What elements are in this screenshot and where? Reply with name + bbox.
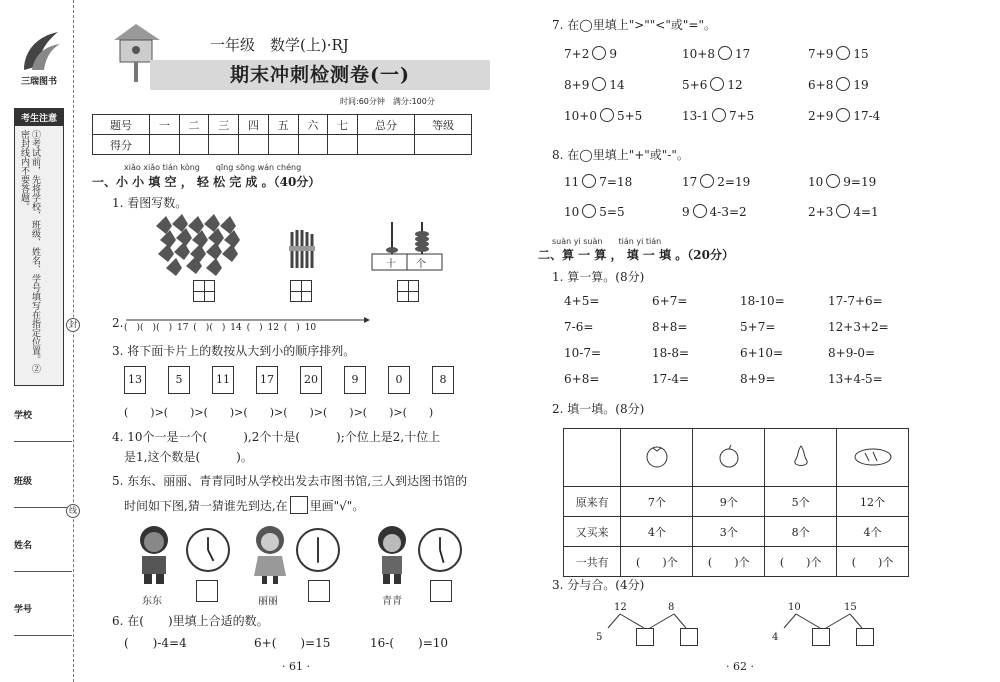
expr-part: 10 [808,175,824,189]
calc-item[interactable]: 8+8= [652,320,688,334]
qingqing-label: 青青 [382,596,402,607]
answer-circle[interactable] [710,77,724,91]
name-field[interactable]: 姓名 [14,538,72,572]
calc-text: 1. 算一算。(8分) [552,270,645,284]
q6-text: 6. 在( )里填上合适的数。 [112,614,269,628]
page-title: 期末冲刺检测卷(一) [150,60,490,90]
split-answer-box[interactable] [856,628,874,646]
sidebar [0,0,78,682]
answer-circle[interactable] [592,46,606,60]
fill-answer-cell[interactable]: ( )个 [621,547,693,577]
section2-pinyin: suàn yi suàn tián yi tián [552,237,662,246]
q6-item[interactable]: 6+( )=15 [254,636,331,650]
fill-table [563,428,909,577]
fill-cell: 4个 [837,517,909,547]
school-field[interactable]: 学校 [14,408,72,442]
lili-figure-icon [250,524,290,586]
calc-item[interactable]: 10-7= [564,346,602,360]
expr-part: 7+5 [728,109,755,123]
expr-part: 7+2 [564,47,590,61]
score-label: 得分 [93,135,150,155]
score-cell[interactable] [414,135,471,155]
score-cell[interactable] [358,135,415,155]
abacus-ones-label: 个 [416,259,426,270]
expr-part: 7=18 [599,175,633,189]
number-card: 5 [168,366,190,394]
q7-text: 7. 在◯里填上">""<"或"="。 [552,18,716,32]
score-cell[interactable] [298,135,328,155]
fill-cell: 3个 [693,517,765,547]
expr-part: 6+8 [808,78,834,92]
calc-item[interactable]: 4+5= [564,294,600,308]
expr-part: 12 [727,78,743,92]
tomato-icon [645,444,669,468]
fill-cell: 12个 [837,487,909,517]
fill-cell: 5个 [765,487,837,517]
expr-part: 13-1 [682,109,709,123]
score-header: 题号 [93,115,150,135]
expr-part: 10+8 [682,47,715,61]
seal-mark: 封 [66,318,80,332]
expr-part: 9 [609,47,617,61]
class-field[interactable]: 班级 [14,474,72,508]
q5-line1: 5. 东东、丽丽、青青同时从学校出发去市图书馆,三人到达图书馆的 [112,474,468,488]
bread-icon [853,445,893,467]
q4-line1: 4. 10个一是一个( ),2个十是( );个位上是2,十位上 [112,430,441,444]
answer-grid-box[interactable] [290,280,312,302]
split-text: 3. 分与合。(4分) [552,578,645,592]
apple-icon [717,444,741,468]
split-number: 10 [788,602,801,613]
expr-part: 17-4 [853,109,881,123]
expr-part: 5+6 [682,78,708,92]
q4-line2: 是1,这个数是( )。 [124,450,253,464]
calc-item[interactable]: 6+10= [740,346,784,360]
answer-circle[interactable] [693,204,707,218]
q5-line2: 时间如下图,猜一猜谁先到达,在 里画"√"。 [124,496,364,514]
clock-icon [186,528,230,572]
fill-row-label: 一共有 [564,547,621,577]
clock-icon [418,528,462,572]
calc-item[interactable]: 17-4= [652,372,690,386]
score-cell[interactable] [239,135,269,155]
expr-part: 5+5 [616,109,643,123]
operator-item [808,174,876,189]
clock-icon [296,528,340,572]
calc-item[interactable]: 18-8= [652,346,690,360]
answer-circle[interactable] [700,174,714,188]
section1-pinyin: xiǎo xiǎo tián kòng qīng sōng wán chéng [124,163,302,172]
compare-item [682,108,754,123]
compare-item [564,46,617,61]
fill-cell: 4个 [621,517,693,547]
fill-text: 2. 填一填。(8分) [552,402,645,416]
split-answer-box[interactable] [680,628,698,646]
answer-circle[interactable] [836,46,850,60]
answer-checkbox[interactable] [196,580,218,602]
notice-title: 考生注意 [15,109,63,126]
lili-label: 丽丽 [258,596,278,607]
expr-part: 7+9 [808,47,834,61]
calc-item[interactable]: 8+9= [740,372,776,386]
q6-item[interactable]: 16-( )=10 [370,636,449,650]
score-header: 三 [209,115,239,135]
number-card: 20 [300,366,322,394]
line-mark: 线 [66,504,80,518]
calc-item[interactable]: 7-6= [564,320,594,334]
answer-circle[interactable] [836,77,850,91]
number-card: 13 [124,366,146,394]
expr-part: 2+9 [808,109,834,123]
expr-part: 17 [734,47,751,61]
answer-checkbox[interactable] [308,580,330,602]
answer-circle[interactable] [582,204,596,218]
pear-icon [789,443,813,469]
score-header: 四 [239,115,269,135]
answer-grid-box[interactable] [397,280,419,302]
operator-item [682,204,747,219]
page-number-right: · 62 · [726,660,754,673]
publisher-name: 三瑞图书 [20,77,57,87]
split-number: 15 [844,602,857,613]
answer-circle[interactable] [712,108,726,122]
section2-title: 二、算 一 算 ， 填 一 填 。（20分） [538,248,734,262]
compare-item [808,46,869,61]
score-cell[interactable] [209,135,239,155]
score-header: 总分 [358,115,415,135]
compare-item [682,77,743,92]
answer-circle[interactable] [826,174,840,188]
q3-text: 3. 将下面卡片上的数按从大到小的顺序排列。 [112,344,356,358]
score-header: 五 [268,115,298,135]
grade-subject: 一年级 数学(上)·RJ [210,36,349,54]
number-card: 8 [432,366,454,394]
abacus-tens-label: 十 [386,259,396,270]
calc-item[interactable]: 5+7= [740,320,776,334]
expr-part: 15 [853,47,869,61]
answer-circle[interactable] [582,174,596,188]
q8-text: 8. 在◯里填上"+"或"-"。 [552,148,689,162]
score-header: 等级 [414,115,471,135]
score-cell[interactable] [149,135,179,155]
expr-part: 11 [564,175,580,189]
compare-item [682,46,750,61]
fill-cell: 9个 [693,487,765,517]
answer-circle[interactable] [600,108,614,122]
calc-item[interactable]: 6+7= [652,294,688,308]
number-line-labels: ( )( )( ) 17 ( )( ) 14 ( ) 12 ( ) 10 [124,323,317,333]
calc-item[interactable]: 8+9-0= [828,346,876,360]
score-cell[interactable] [328,135,358,155]
fill-row-label: 原来有 [564,487,621,517]
split-answer-box[interactable] [636,628,654,646]
expr-part: 2+3 [808,205,834,219]
expr-part: 10 [564,205,580,219]
score-header: 七 [328,115,358,135]
q3-answer-line[interactable]: ( )>( )>( )>( )>( )>( )>( )>( ) [124,406,434,419]
seal-line [73,0,74,682]
answer-circle[interactable] [836,108,850,122]
calc-item[interactable]: 12+3+2= [828,320,889,334]
expr-part: 14 [609,78,625,92]
expr-part: 9 [682,205,690,219]
compare-item [564,77,625,92]
answer-circle[interactable] [592,77,606,91]
answer-grid-box[interactable] [193,280,215,302]
calc-item[interactable]: 13+4-5= [828,372,883,386]
score-cell[interactable] [179,135,209,155]
compare-item [564,108,642,123]
expr-part: 4-3=2 [709,205,747,219]
birds-picture-icon [152,214,248,276]
fill-answer-cell[interactable]: ( )个 [693,547,765,577]
operator-item [564,204,625,219]
score-table [92,114,472,155]
page-number-left: · 61 · [282,660,310,673]
number-card: 0 [388,366,410,394]
number-card: 17 [256,366,278,394]
operator-item [808,204,879,219]
expr-part: 17 [682,175,698,189]
fill-answer-cell[interactable]: ( )个 [837,547,909,577]
expr-part: 10+0 [564,109,597,123]
publisher-logo-icon [18,30,62,72]
compare-item [808,77,869,92]
expr-part: 5=5 [599,205,625,219]
fill-row-label: 又买来 [564,517,621,547]
split-number: 12 [614,602,627,613]
split-number: 8 [668,602,675,613]
q1-text: 1. 看图写数。 [112,196,188,210]
student-id-field[interactable]: 学号 [14,602,72,636]
calc-item[interactable]: 18-10= [740,294,785,308]
expr-part: 4=1 [853,205,879,219]
dongdong-label: 东东 [142,596,162,607]
q6-item[interactable]: ( )-4=4 [124,636,187,650]
calc-item[interactable]: 6+8= [564,372,600,386]
operator-item [564,174,632,189]
answer-checkbox[interactable] [430,580,452,602]
notice-text: ①考试前，先将学校、班级、姓名、学号填写在指定位置。②密封线内不要答题。 [19,130,40,373]
q2-number: 2. [112,316,124,330]
header-blank-cell [564,429,621,487]
operator-item [682,174,750,189]
dongdong-figure-icon [132,524,176,586]
expr-part: 8+9 [564,78,590,92]
sticks-bundle-icon [286,228,316,270]
number-card: 11 [212,366,234,394]
split-number: 4 [772,632,779,643]
fill-cell: 7个 [621,487,693,517]
expr-part: 19 [853,78,869,92]
answer-circle[interactable] [836,204,850,218]
score-header: 二 [179,115,209,135]
notice-box [14,108,64,386]
qingqing-figure-icon [372,524,414,586]
fill-answer-cell[interactable]: ( )个 [765,547,837,577]
answer-circle[interactable] [718,46,732,60]
split-number: 5 [596,632,603,643]
score-header: 六 [298,115,328,135]
number-card: 9 [344,366,366,394]
exam-meta: 时间:60分钟 满分:100分 [340,97,435,106]
abacus-icon [370,218,444,272]
score-cell[interactable] [268,135,298,155]
split-answer-box[interactable] [812,628,830,646]
expr-part: 2=19 [717,175,751,189]
calc-item[interactable]: 17-7+6= [828,294,883,308]
score-header: 一 [149,115,179,135]
section1-title: 一、小 小 填 空 ， 轻 松 完 成 。（40分） [92,175,321,189]
expr-part: 9=19 [843,175,877,189]
fill-cell: 8个 [765,517,837,547]
compare-item [808,108,880,123]
